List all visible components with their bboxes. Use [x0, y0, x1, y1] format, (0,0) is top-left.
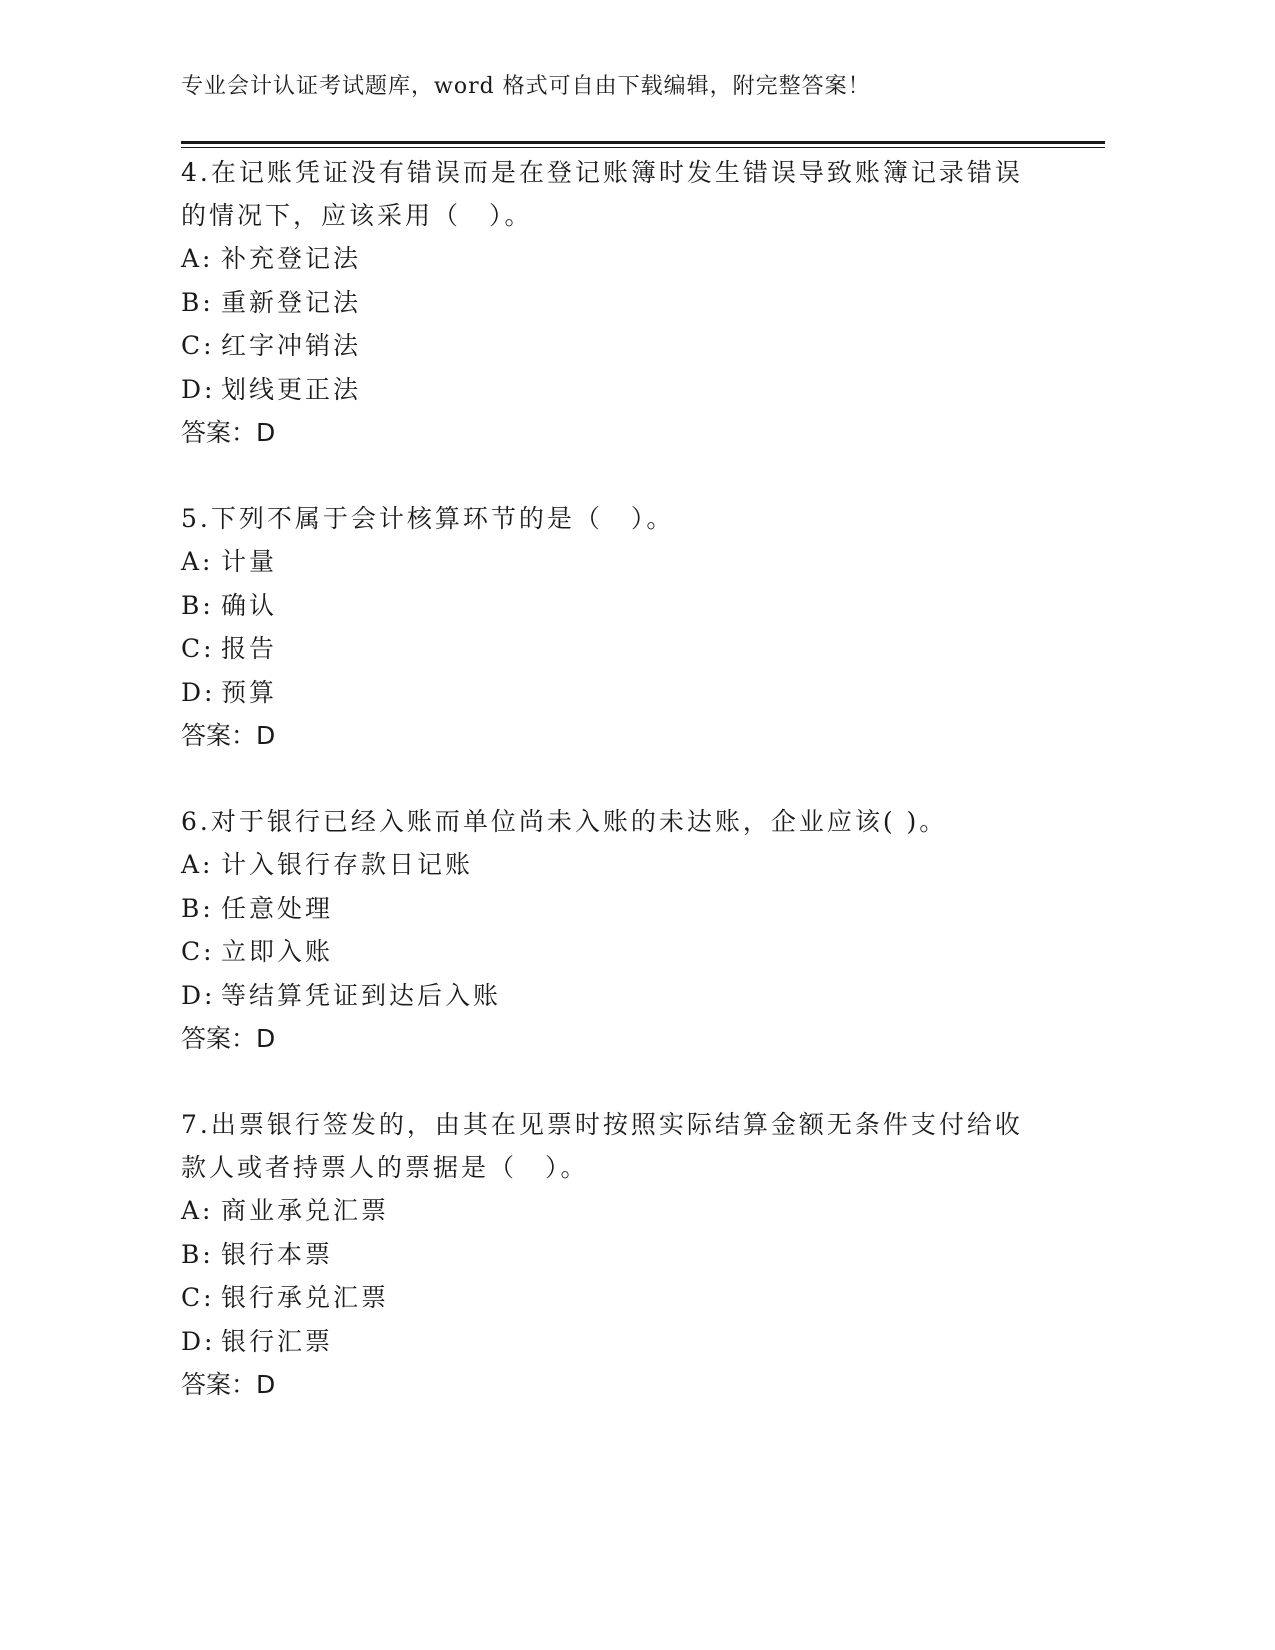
option-letter: C: — [181, 634, 215, 663]
question-7 — [181, 1103, 1081, 1407]
option-text: 银行本票 — [221, 1239, 334, 1269]
option-d — [181, 1320, 1081, 1364]
option-letter: D: — [181, 374, 216, 404]
option-text: 补充登记法 — [221, 244, 362, 273]
option-a — [181, 237, 1081, 281]
option-letter: D: — [181, 677, 216, 707]
option-c — [181, 930, 1081, 974]
question-4 — [181, 151, 1081, 455]
question-stem: 6.对于银行已经入账而单位尚未入账的未达账，企业应该( )。 — [181, 807, 948, 836]
option-a — [181, 540, 1081, 584]
question-stem: 4.在记账凭证没有错误而是在登记账簿时发生错误导致账簿记录错误的情况下，应该采用（ ）。 — [181, 158, 1023, 230]
option-text: 报告 — [221, 634, 278, 663]
option-c — [181, 324, 1081, 368]
answer-line: 答案：D — [181, 418, 276, 447]
option-c — [181, 1276, 1081, 1320]
option-text: 重新登记法 — [221, 287, 362, 317]
question-6 — [181, 800, 1081, 1061]
option-text: 确认 — [221, 590, 278, 620]
option-letter: B: — [181, 893, 214, 923]
option-text: 划线更正法 — [221, 374, 362, 404]
header-rule-thin — [181, 147, 1105, 148]
answer-line: 答案：D — [181, 1370, 276, 1399]
option-text: 银行承兑汇票 — [221, 1283, 390, 1312]
option-d — [181, 368, 1081, 412]
option-letter: D: — [181, 1326, 216, 1356]
option-a — [181, 1189, 1081, 1233]
option-text: 红字冲销法 — [221, 331, 362, 360]
option-text: 商业承兑汇票 — [221, 1196, 390, 1225]
option-letter: C: — [181, 1283, 215, 1312]
option-b — [181, 1233, 1081, 1277]
option-letter: B: — [181, 287, 214, 317]
option-b — [181, 887, 1081, 931]
answer-line: 答案：D — [181, 721, 276, 750]
option-text: 计量 — [221, 547, 278, 576]
option-letter: C: — [181, 331, 215, 360]
option-text: 预算 — [221, 677, 278, 707]
question-stem: 7.出票银行签发的，由其在见票时按照实际结算金额无条件支付给收款人或者持票人的票据是（ ）。 — [181, 1110, 1023, 1182]
option-letter: C: — [181, 937, 215, 966]
option-letter: A: — [181, 850, 214, 879]
option-b — [181, 584, 1081, 628]
answer-line: 答案：D — [181, 1024, 276, 1053]
option-d — [181, 974, 1081, 1018]
option-d — [181, 671, 1081, 715]
option-letter: B: — [181, 590, 214, 620]
option-text: 等结算凭证到达后入账 — [221, 980, 502, 1010]
option-b — [181, 281, 1081, 325]
question-5 — [181, 497, 1081, 758]
option-text: 计入银行存款日记账 — [221, 850, 474, 879]
page-header: 专业会计认证考试题库，word 格式可自由下载编辑，附完整答案！ — [181, 74, 871, 99]
option-letter: A: — [181, 547, 214, 576]
option-letter: D: — [181, 980, 216, 1010]
option-text: 立即入账 — [221, 937, 334, 966]
option-text: 银行汇票 — [221, 1326, 334, 1356]
question-list — [181, 151, 1081, 1449]
option-letter: A: — [181, 244, 214, 273]
option-text: 任意处理 — [221, 893, 334, 923]
option-letter: B: — [181, 1239, 214, 1269]
option-a — [181, 843, 1081, 887]
option-c — [181, 627, 1081, 671]
option-letter: A: — [181, 1196, 214, 1225]
header-rule-thick — [181, 141, 1105, 144]
question-stem: 5.下列不属于会计核算环节的是（ ）。 — [181, 504, 675, 533]
